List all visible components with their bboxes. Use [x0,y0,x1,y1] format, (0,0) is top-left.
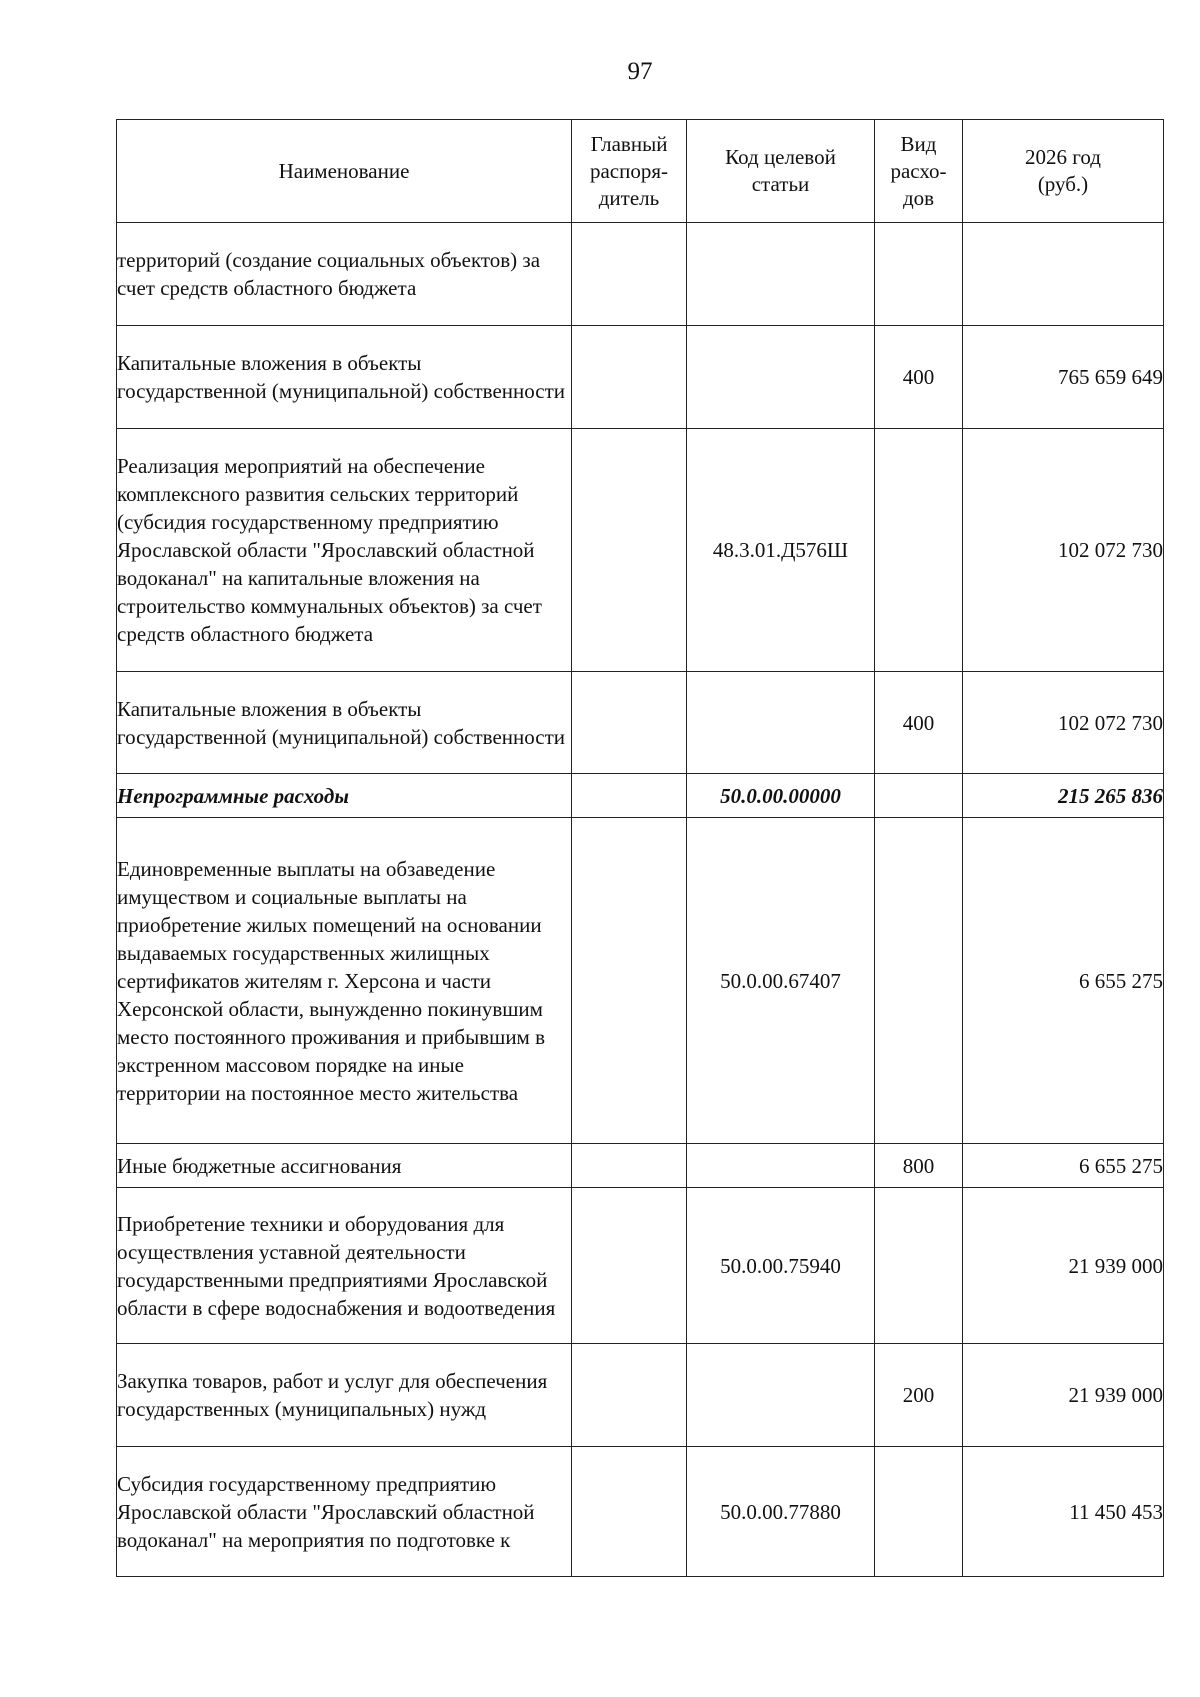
row-amount [963,223,1164,326]
row-code [687,1344,875,1447]
row-code: 48.3.01.Д576Ш [687,429,875,672]
row-code: 50.0.00.75940 [687,1188,875,1344]
header-code: Код целевой статьи [687,120,875,223]
row-name: Капитальные вложения в объекты государственной (муниципальной) собственности [117,326,572,429]
header-manager: Главный распоря-дитель [572,120,687,223]
row-type [875,1188,963,1344]
row-amount: 215 265 836 [963,774,1164,818]
table-row [117,429,1164,672]
row-name: Реализация мероприятий на обеспечение комплексного развития сельских территорий (субсидия государственному предприятию Ярославской области "Ярославский областной водоканал" на капитальные вложения на строительство коммунальных объектов) за счет средств областного бюджета [117,429,572,672]
row-code [687,326,875,429]
table-row [117,1447,1164,1577]
row-type [875,774,963,818]
row-amount: 21 939 000 [963,1344,1164,1447]
row-manager [572,223,687,326]
row-manager [572,1447,687,1577]
table-row [117,818,1164,1144]
row-name: Капитальные вложения в объекты государственной (муниципальной) собственности [117,672,572,774]
row-manager [572,1344,687,1447]
row-amount: 102 072 730 [963,429,1164,672]
budget-table [116,119,1164,1577]
row-type [875,818,963,1144]
row-type: 400 [875,672,963,774]
row-code: 50.0.00.67407 [687,818,875,1144]
table-row [117,1188,1164,1344]
row-manager [572,326,687,429]
row-name: территорий (создание социальных объектов) за счет средств областного бюджета [117,223,572,326]
row-name: Приобретение техники и оборудования для осуществления уставной деятельности государственными предприятиями Ярославской области в сфере водоснабжения и водоотведения [117,1188,572,1344]
row-amount: 6 655 275 [963,1144,1164,1188]
row-amount: 11 450 453 [963,1447,1164,1577]
row-name: Единовременные выплаты на обзаведение имуществом и социальные выплаты на приобретение жилых помещений на основании выдаваемых государственных жилищных сертификатов жителям г. Херсона и части Херсонской области, вынужденно покинувшим место постоянного проживания и прибывшим в экстренном массовом порядке на иные территории на постоянное место жительства [117,818,572,1144]
row-name: Субсидия государственному предприятию Ярославской области "Ярославский областной водоканал" на мероприятия по подготовке к [117,1447,572,1577]
row-amount: 765 659 649 [963,326,1164,429]
table-row [117,1344,1164,1447]
table-row-section [117,774,1164,818]
header-type: Вид расхо-дов [875,120,963,223]
row-type [875,223,963,326]
row-type [875,429,963,672]
row-name: Непрограммные расходы [117,774,572,818]
row-amount: 6 655 275 [963,818,1164,1144]
row-code: 50.0.00.00000 [687,774,875,818]
row-amount: 21 939 000 [963,1188,1164,1344]
row-type: 200 [875,1344,963,1447]
row-code [687,672,875,774]
header-name: Наименование [117,120,572,223]
header-amount: 2026 год (руб.) [963,120,1164,223]
row-code [687,1144,875,1188]
table-row [117,326,1164,429]
row-code [687,223,875,326]
row-type: 800 [875,1144,963,1188]
page-number: 97 [627,58,653,85]
row-type: 400 [875,326,963,429]
table-row [117,672,1164,774]
table-row [117,1144,1164,1188]
row-name: Закупка товаров, работ и услуг для обеспечения государственных (муниципальных) нужд [117,1344,572,1447]
row-manager [572,429,687,672]
row-manager [572,672,687,774]
header-row [117,120,1164,223]
row-manager [572,818,687,1144]
row-amount: 102 072 730 [963,672,1164,774]
table-row [117,223,1164,326]
row-code: 50.0.00.77880 [687,1447,875,1577]
row-type [875,1447,963,1577]
row-name: Иные бюджетные ассигнования [117,1144,572,1188]
row-manager [572,1144,687,1188]
row-manager [572,1188,687,1344]
row-manager [572,774,687,818]
